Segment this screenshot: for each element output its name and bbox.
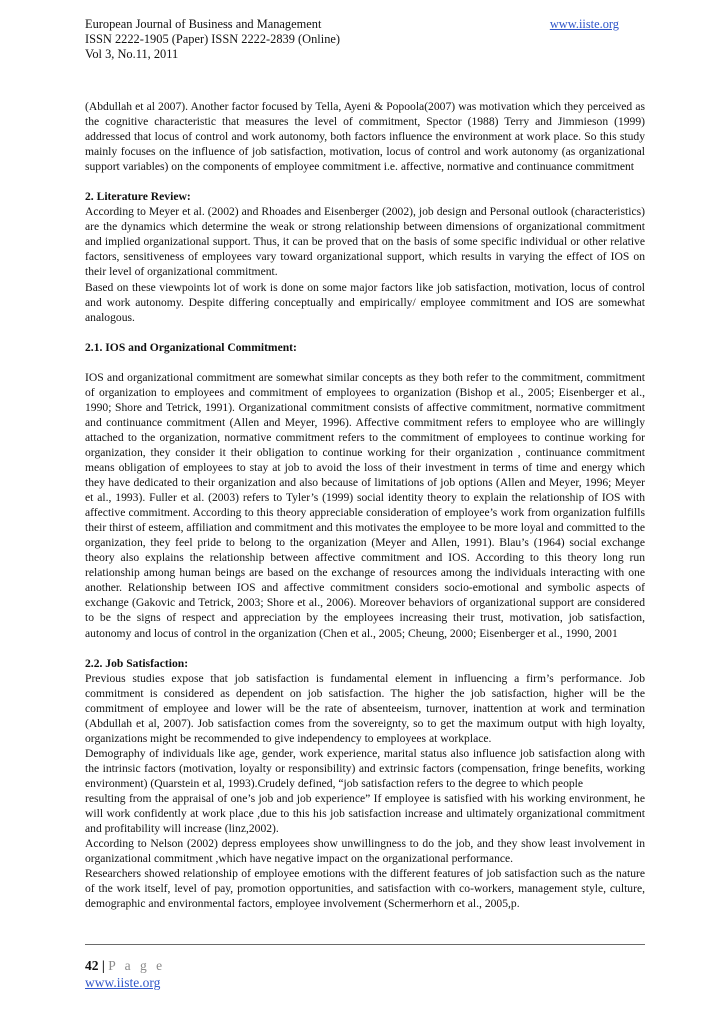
section-2-2-paragraph-1: Previous studies expose that job satisfaction is fundamental element in influencing a firm’s performance. Job commitment is considered as dependent on job satisfaction. The higher the job satisfaction, higher will be the commitment of employee and lower will be the rate of absenteeism, turnover, inattention at work and termination (Abdullah et al, 2007). Job satisfaction comes from the sovereignty, so to get the maximum output with high loyalty, organizations might be recommended to give independency to employees at workplace. bbox=[85, 671, 645, 745]
volume-line: Vol 3, No.11, 2011 bbox=[85, 47, 179, 61]
literature-review-paragraph-2: Based on these viewpoints lot of work is done on some major factors like job satisfaction, motivation, locus of control and work autonomy. Despite differing conceptually and empirically/ employee commitment and IOS are somewhat analogous. bbox=[85, 280, 645, 324]
article-body bbox=[85, 99, 645, 911]
section-2-1-paragraph: IOS and organizational commitment are somewhat similar concepts as they both refer to the commitment, commitment of organization to employees and commitment of employees to organization (Bishop et al., 2005; Eisenberger et al., 1990; Shore and Tetrick, 1991). Organizational commitment consists of affective commitment, normative commitment and continuance commitment (Allen and Meyer, 1996). Affective commitment refers to employee who are willingly attached to the organization, normative commitment refers to the commitment of employees to continue working for organization, they consider it their obligation to continue working for their organization , continuance commitment means obligation of employees to stay at job to avoid the loss of their investment in terms of time and energy which they have dedicated to their organization and also because of limitations of job options (Allen and Meyer, 1996; Meyer et al., 1993). Fuller et al. (2003) refers to Tyler’s (1999) social identity theory to explain the relationship of IOS with affective commitment. According to this theory appreciable consideration of employee’s work from organization fulfills their thirst of esteem, affiliation and commitment and this motivates the employee to be more loyal and committed to the organization, they feel pride to belong to the organization (Meyer and Allen, 1991). Blau’s (1964) social exchange theory also explains the relationship between affective commitment and IOS. According to this theory long run relationship among human beings are based on the exchange of resources among the individuals interacting with one another. Relationship between IOS and affective commitment considers socio-emotional and symbolic aspects of exchange (Gakovic and Tetrick, 2003; Shore et al., 2006). Moreover behaviors of organizational support are considered to be the signs of respect and appreciation by the employees increasing their trust, motivation, job satisfaction, autonomy and locus of control in the organization (Chen et al., 2005; Cheung, 2000; Eisenberger et al., 1990, 2001 bbox=[85, 370, 646, 640]
journal-title: European Journal of Business and Management bbox=[85, 17, 322, 31]
section-2-1-heading: 2.1. IOS and Organizational Commitment: bbox=[85, 340, 297, 354]
section-2-2-heading: 2.2. Job Satisfaction: bbox=[85, 656, 189, 670]
issn-line: ISSN 2222-1905 (Paper) ISSN 2222-2839 (Online) bbox=[85, 32, 341, 46]
page-header bbox=[85, 17, 645, 62]
section-2-2-paragraph-3: resulting from the appraisal of one’s job and job experience” If employee is satisfied with his working environment, he will work confidently at work place ,due to this his job satisfaction increase and ultimately organizational commitment and profitability will increase (linz,2002). bbox=[85, 791, 645, 836]
page-footer bbox=[85, 957, 165, 991]
page-number: 42 bbox=[85, 958, 99, 973]
footer-url-link[interactable]: www.iiste.org bbox=[85, 975, 161, 990]
section-2-2-paragraph-2: Demography of individuals like age, gender, work experience, marital status also influence job satisfaction along with the intrinsic factors (motivation, loyalty or responsibility) and extrinsic factors (compensation, fringe benefits, working environment) (Quarstein et al, 1993).Crudely defined, “job satisfaction refers to the degree to which people bbox=[85, 746, 645, 790]
footer-divider bbox=[85, 944, 645, 945]
literature-review-paragraph-1: According to Meyer et al. (2002) and Rhoades and Eisenberger (2002), job design and Personal outlook (characteristics) are the dynamics which determine the weak or strong relationship between dimensions of organizational commitment and implied organizational support. Thus, it can be proved that on the basis of some specific individual or other relative factors, sensitiveness of employees vary toward organizational support, which results in varying the effect of IOS on their level of organizational commitment. bbox=[85, 205, 645, 279]
section-2-2-paragraph-5: Researchers showed relationship of employee emotions with the different features of job satisfaction such as the nature of the work itself, level of pay, promotion opportunities, and satisfaction with co-workers, management style, culture, demographic and environmental factors, employee involvement (Schermerhorn et al., 2005,p. bbox=[85, 867, 645, 911]
literature-review-heading: 2. Literature Review: bbox=[85, 190, 191, 204]
intro-paragraph: (Abdullah et al 2007). Another factor focused by Tella, Ayeni & Popoola(2007) was motivation which they perceived as the cognitive characteristic that measures the level of commitment, Spector (1988) Terry and Jimmieson (1999) addressed that locus of control and work autonomy, both factors influence the environment at work place. So this study mainly focuses on the influence of job satisfaction, motivation, locus of control and work autonomy (as organizational support variables) on the components of employee commitment i.e. affective, normative and continuance commitment bbox=[85, 100, 645, 174]
page-separator: | bbox=[101, 958, 105, 973]
section-2-2-paragraph-4: According to Nelson (2002) depress employees show unwillingness to do the job, and they show least involvement in organizational commitment ,which have negative impact on the organizational performance. bbox=[85, 837, 645, 866]
page-label: P a g e bbox=[108, 958, 166, 973]
header-url-link[interactable]: www.iiste.org bbox=[549, 17, 619, 31]
